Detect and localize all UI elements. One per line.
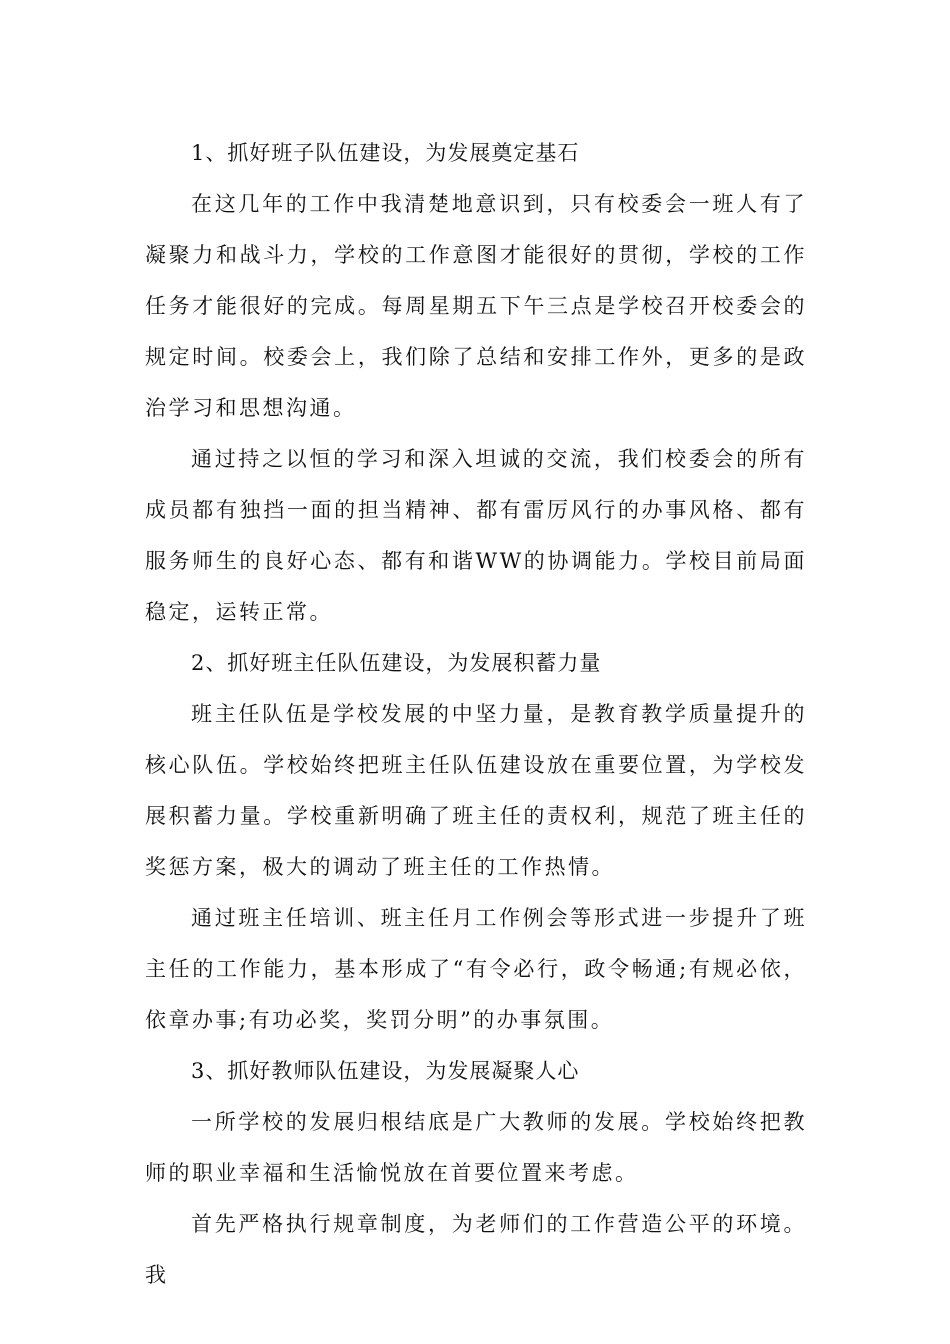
document-body [145,128,807,1301]
paragraph: 通过班主任培训、班主任月工作例会等形式进一步提升了班主任的工作能力，基本形成了“有令必行，政令畅通;有规必依，依章办事;有功必奖，奖罚分明”的办事氛围。 [145,906,807,1032]
paragraph: 在这几年的工作中我清楚地意识到，只有校委会一班人有了凝聚力和战斗力，学校的工作意图才能很好的贯彻，学校的工作任务才能很好的完成。每周星期五下午三点是学校召开校委会的规定时间。校委会上，我们除了总结和安排工作外，更多的是政治学习和思想沟通。 [145,192,807,420]
paragraph: 班主任队伍是学校发展的中坚力量，是教育教学质量提升的核心队伍。学校始终把班主任队伍建设放在重要位置，为学校发展积蓄力量。学校重新明确了班主任的责权利，规范了班主任的奖惩方案，极大的调动了班主任的工作热情。 [145,702,807,879]
paragraph: 一所学校的发展归根结底是广大教师的发展。学校始终把教师的职业幸福和生活愉悦放在首要位置来考虑。 [145,1110,807,1185]
paragraph: 首先严格执行规章制度，为老师们的工作营造公平的环境。我 [145,1212,807,1287]
section-heading-3: 3、抓好教师队伍建设，为发展凝聚人心 [191,1059,580,1083]
paragraph: 通过持之以恒的学习和深入坦诚的交流，我们校委会的所有成员都有独挡一面的担当精神、都有雷厉风行的办事风格、都有服务师生的良好心态、都有和谐WW的协调能力。学校目前局面稳定，运转正常。 [145,447,807,624]
section-heading-1: 1、抓好班子队伍建设，为发展奠定基石 [191,141,580,165]
section-heading-2: 2、抓好班主任队伍建设，为发展积蓄力量 [191,651,602,675]
